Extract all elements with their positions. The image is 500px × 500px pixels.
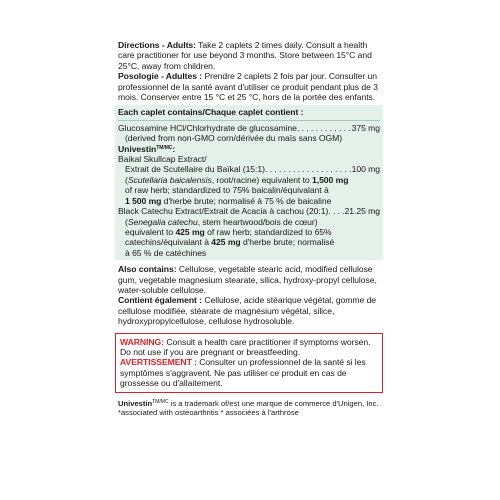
baikal-amount: 100 mg — [351, 164, 380, 175]
catechu-equivalent: equivalent to 425 mg of raw herb; standardized to 65% — [125, 226, 332, 237]
trademark-note: Univestin$^{TM/MC}$ is a trademark of/est une marque de commerce d'Unigen, Inc. — [118, 398, 379, 408]
glucosamine-amount: 375 mg — [351, 122, 380, 133]
directions-fr-label: Posologie - Adultes : — [118, 71, 203, 82]
catechu-row — [118, 206, 380, 216]
dot-leader — [328, 206, 344, 216]
directions-en-label: Directions - Adults: — [118, 40, 196, 50]
directions-fr — [118, 71, 380, 102]
also-contains-section — [118, 264, 380, 326]
warning-box — [115, 333, 383, 393]
baikal-standard: of raw herb; standardized to 75% baicalin/équivalant à — [125, 185, 329, 196]
ingredients-divider — [118, 120, 380, 121]
glucosamine-name: Glucosamine HCl/Chlorhydrate de glucosamine — [118, 122, 297, 133]
glucosamine-source: (derived from non-GMO corn/dérivée du maïs sans OGM) — [125, 133, 343, 144]
footnote: *associated with osteoarthritis * associées à l'arthrose — [118, 408, 299, 418]
warning-en-text: Consult a health care practitioner if symptoms worsen. Do not use if you are pregnant or breastfeeding. — [120, 336, 371, 357]
ingredients-box — [115, 105, 383, 260]
baikal-source: (Scutellaria baicalensis, root/racine) equivalent to 1,500 mg — [125, 174, 349, 185]
directions-en — [118, 40, 380, 71]
directions-fr-text: Prendre 2 caplets 2 fois par jour. Consulter un professionnel de la santé avant d'utiliser ce produit pendant plus de 3 mois. Conserver entre 15 °C et 25 °C, hors de la portée des enfants. — [118, 71, 378, 103]
directions-section — [118, 40, 380, 102]
baikal-line-1: Baikal Skullcap Extract/ — [118, 154, 207, 165]
also-contains-fr: Contient également : Cellulose, acide stéarique végétal, gomme de cellulose modifiée, stéarate de magnésium végétal, silice, hydroxypropylcellulose, cellulose hydrosoluble. — [118, 295, 377, 327]
baikal-name: Extrait de Scutellaire du Baïkal (15:1) — [125, 164, 265, 175]
dot-leader — [265, 164, 352, 174]
baikal-row — [118, 164, 380, 174]
ingredients-heading: Each caplet contains/Chaque caplet contient : — [118, 107, 304, 118]
warning-fr — [120, 357, 378, 388]
baikal-standard-fr: 1 500 mg d'herbe brute; normalisé à 75 % de baicaline — [125, 195, 332, 206]
warning-en-label: WARNING: — [120, 336, 164, 347]
warning-fr-label: AVERTISSEMENT : — [120, 357, 197, 368]
catechu-amount: 21.25 mg — [344, 206, 380, 217]
glucosamine-row — [118, 123, 380, 133]
catechu-source: (Senegalia catechu, stem heartwood/bois de cœur) — [125, 216, 318, 227]
footer-notes — [118, 399, 380, 418]
warning-en — [120, 337, 378, 358]
catechu-standard-fr: à 65 % de catéchines — [125, 247, 207, 258]
warning-fr-text: Consulter un professionnel de la santé si les symptômes s'aggravent. Ne pas utiliser ce produit en cas de grossesse ou d'allaitement. — [120, 357, 366, 389]
catechu-equivalent-fr: catechins/équivalant à 425 mg d'herbe brute; normalisé — [125, 237, 335, 248]
label-panel — [118, 40, 380, 418]
dot-leader — [297, 123, 352, 133]
catechu-name: Black Catechu Extract/Extrait de Acacia à cachou (20:1) — [118, 206, 329, 217]
univestin-heading: Univestin$^{TM/MC}$: — [118, 143, 176, 154]
also-contains-en: Also contains: Cellulose, vegetable stearic acid, modified cellulose gum, vegetable magnesium stearate, silica, hydroxy-propyl cellulose, water-soluble cellulose. — [118, 264, 377, 295]
directions-en-text: Take 2 caplets 2 times daily. Consult a health care practitioner for use beyond 3 months. Store between 15°C and 25°C, away from children. — [118, 40, 372, 71]
